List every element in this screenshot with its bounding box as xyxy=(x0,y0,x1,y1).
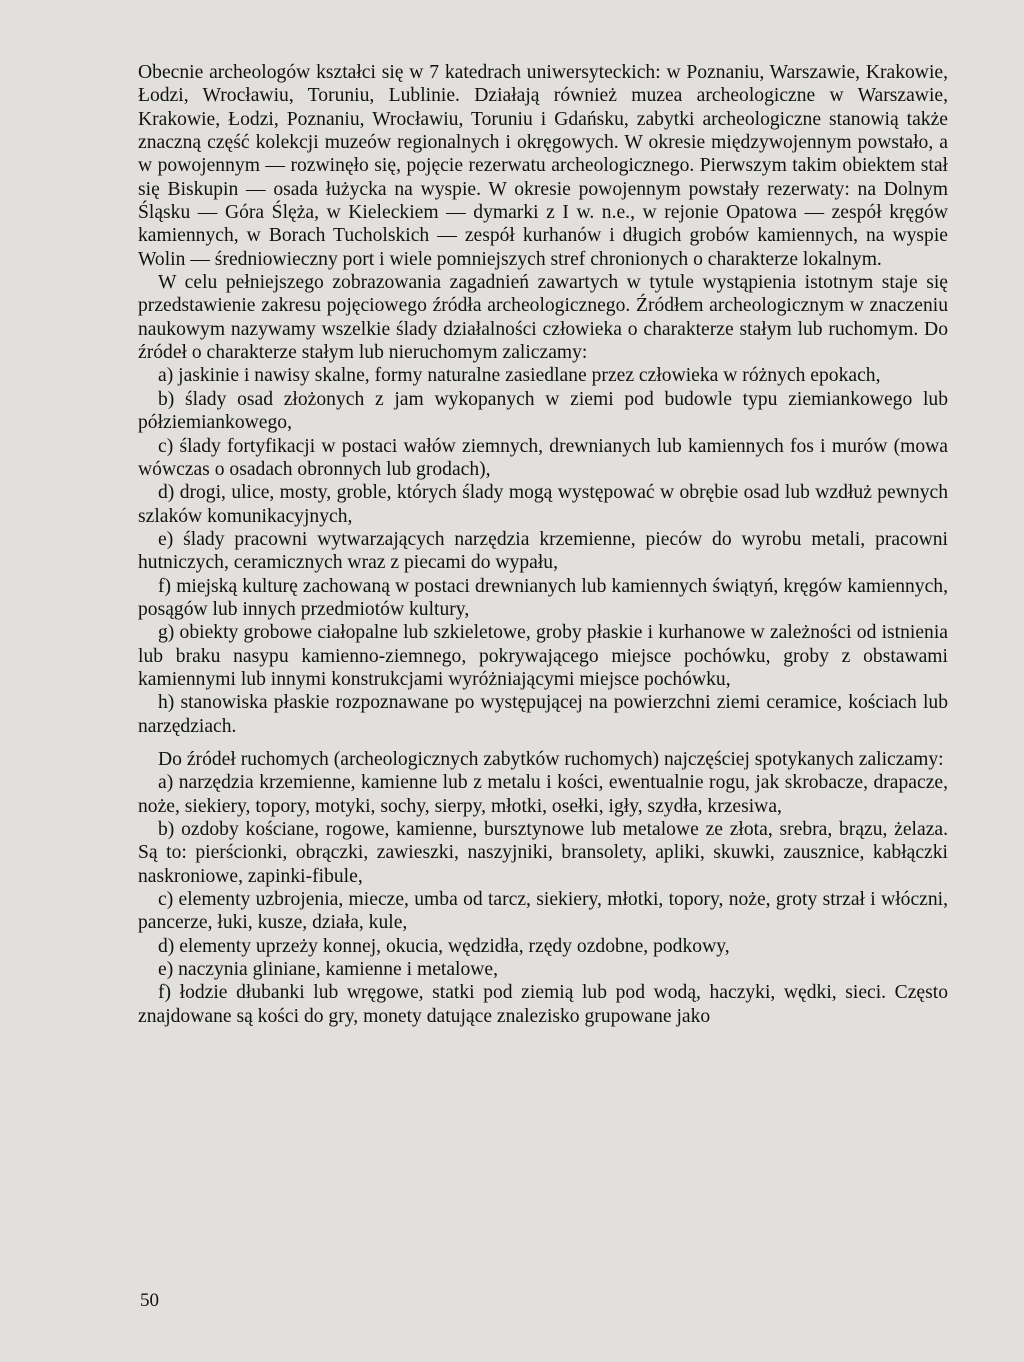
paragraph-movable-sources: Do źródeł ruchomych (archeologicznych zabytków ruchomych) najczęściej spotykanych zaliczamy: xyxy=(158,748,944,770)
page-number: 50 xyxy=(140,1290,159,1311)
list-item-stationary-e: e) ślady pracowni wytwarzających narzędzia krzemienne, pieców do wyrobu metali, pracowni hutniczych, ceramicznych wraz z piecami do wypału, xyxy=(138,528,948,574)
paragraph-source-definition: W celu pełniejszego zobrazowania zagadnień zawartych w tytule wystąpienia istotnym staje się przedstawienie zakresu pojęciowego źródła archeologicznego. Źródłem archeologicznym w znaczeniu naukowym nazywamy wszelkie ślady działalności człowieka o charakterze stałym lub ruchomym. Do źródeł o charakterze stałym lub nieruchomym zaliczamy: xyxy=(138,272,948,364)
list-item-stationary-g: g) obiekty grobowe ciałopalne lub szkieletowe, groby płaskie i kurhanowe w zależności od istnienia lub braku nasypu kamienno-ziemnego, pokrywającego miejsce pochówku, groby z obstawami kamiennymi lub innymi konstrukcjami wyróżniającymi miejsce pochówku, xyxy=(138,622,948,690)
list-item-stationary-h: h) stanowiska płaskie rozpoznawane po występującej na powierzchni ziemi ceramice, kościach lub narzędziach. xyxy=(138,692,948,737)
paragraph-intro: Obecnie archeologów kształci się w 7 katedrach uniwersyteckich: w Poznaniu, Warszawie, Krakowie, Łodzi, Wrocławiu, Toruniu, Lublinie. Działają również muzea archeologiczne w Warszawie, Krakowie, Łodzi, Poznaniu, Wrocławiu, Toruniu i Gdańsku, zabytki archeologiczne stanowią także znaczną część kolekcji muzeów regionalnych i okręgowych. W okresie międzywojennym powstało, a w powojennym — rozwinęło się, pojęcie rezerwatu archeologicznego. Pierwszym takim obiektem stał się Biskupin — osada łużycka na wyspie. W okresie powojennym powstały rezerwaty: na Dolnym Śląsku — Góra Ślęża, w Kieleckiem — dymarki z I w. n.e., w rejonie Opatowa — zespół kręgów kamiennych, w Borach Tucholskich — zespół kurhanów i długich grobów kamiennych, na wyspie Wolin — średniowieczny port i wiele pomniejszych stref chronionych o charakterze lokalnym. xyxy=(138,62,948,270)
list-item-movable-a: a) narzędzia krzemienne, kamienne lub z metalu i kości, ewentualnie rogu, jak skrobacze, drapacze, noże, siekiery, topory, motyki, sochy, sierpy, młotki, osełki, igły, szydła, krzesiwa, xyxy=(138,772,948,817)
list-item-stationary-b: b) ślady osad złożonych z jam wykopanych w ziemi pod budowle typu ziemiankowego lub półziemiankowego, xyxy=(138,388,948,434)
list-item-stationary-c: c) ślady fortyfikacji w postaci wałów ziemnych, drewnianych lub kamiennych fos i murów (mowa wówczas o osadach obronnych lub grodach), xyxy=(138,435,948,480)
list-item-movable-f: f) łodzie dłubanki lub wręgowe, statki pod ziemią lub pod wodą, haczyki, wędki, sieci. Często znajdowane są kości do gry, monety datujące znalezisko grupowane jako xyxy=(138,982,948,1027)
body-text xyxy=(138,61,948,1028)
list-item-stationary-f: f) miejską kulturę zachowaną w postaci drewnianych lub kamiennych świątyń, kręgów kamiennych, posągów lub innych przedmiotów kultury, xyxy=(138,575,948,620)
list-item-movable-b: b) ozdoby kościane, rogowe, kamienne, bursztynowe lub metalowe ze złota, srebra, brązu, żelaza. Są to: pierścionki, obrączki, zawieszki, naszyjniki, bransolety, apliki, skuwki, zausznice, kabłączki naskroniowe, zapinki-fibule, xyxy=(138,819,948,887)
list-item-movable-c: c) elementy uzbrojenia, miecze, umba od tarcz, siekiery, młotki, topory, noże, groty strzał i włóczni, pancerze, łuki, kusze, działa, kule, xyxy=(138,889,948,934)
list-item-stationary-d: d) drogi, ulice, mosty, groble, których ślady mogą występować w obrębie osad lub wzdłuż pewnych szlaków komunikacyjnych, xyxy=(138,482,948,527)
list-item-movable-e: e) naczynia gliniane, kamienne i metalowe, xyxy=(158,959,499,981)
list-item-movable-d: d) elementy uprzeży konnej, okucia, wędzidła, rzędy ozdobne, podkowy, xyxy=(158,935,730,957)
list-item-stationary-a: a) jaskinie i nawisy skalne, formy naturalne zasiedlane przez człowieka w różnych epokach, xyxy=(158,365,881,387)
